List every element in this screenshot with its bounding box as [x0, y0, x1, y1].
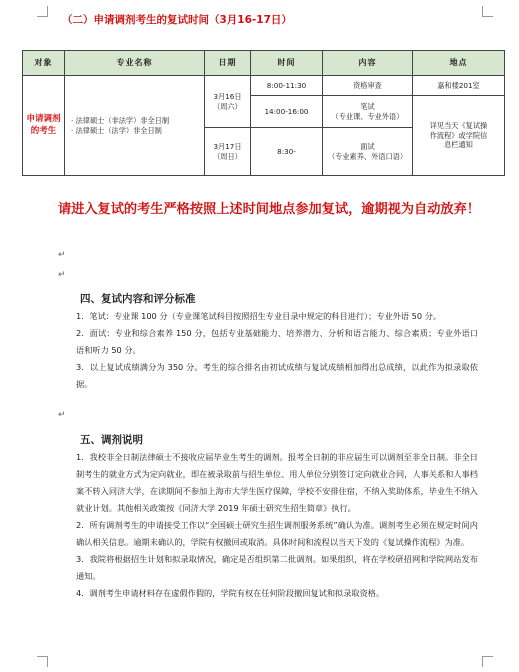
content-line: （专业素养、外语口语） [327, 151, 408, 161]
list-item: 3．我院将根据招生计划和拟录取情况，确定是否组织第二批调剂。如果组织，将在学校研招网和学院网站发布通知。 [76, 554, 478, 581]
content-cell: 资格审查 [323, 76, 413, 96]
venue-cell [413, 96, 505, 176]
list-item: 2．面试：专业和综合素养 150 分，包括专业基础能力、培养潜力、分析和语言能力、综合素质；专业外语口语和听力 50 分。 [76, 328, 478, 355]
table-row [23, 76, 505, 96]
page-corner-mark [482, 6, 493, 17]
table-header-row [23, 51, 505, 76]
paragraph-mark: ↵ [58, 410, 66, 420]
content-line: 笔试 [360, 101, 375, 111]
target-cell: 申请调剂的考生 [23, 76, 65, 176]
content-cell [323, 96, 413, 128]
venue-line: 作流程》或学院信 [429, 130, 488, 140]
section-title: （二）申请调剂考生的复试时间（3月16-17日） [62, 14, 292, 26]
list-item: 1．我校非全日制法律硕士不接收应届毕业生考生的调剂。报考全日制的非应届生可以调剂至非全日制。非全日制考生的就业方式为定向就业，即在被录取前与招生单位、用人单位分别签订定向就业合同，人事关系和人事档案不转入同济大学，在读期间不参加上海市大学生医疗保障，学校不安排住宿，不纳入奖助体系，毕业生不纳入就业计划。其他相关政策按《同济大学 2019 年硕士研究生招生简章》执行。 [76, 452, 478, 513]
venue-cell: 嘉和楼201室 [413, 76, 505, 96]
section-5-heading: 五、调剂说明 [80, 434, 143, 446]
list-item: 3．以上复试成绩满分为 350 分。考生的综合排名由初试成绩与复试成绩相加得出总成绩，以此作为拟录取依据。 [76, 362, 478, 389]
venue-line: 息栏通知 [444, 140, 473, 150]
deadline-notice: 请进入复试的考生严格按照上述时间地点参加复试，逾期视为自动放弃！ [58, 202, 480, 217]
header-cell: 对象 [23, 51, 65, 76]
schedule-table [22, 50, 505, 176]
paragraph-mark: ↵ [58, 270, 66, 280]
list-item: 4．调剂考生申请材料存在虚假作假的，学院有权在任何阶段撤回复试和拟录取资格。 [76, 588, 385, 598]
header-cell: 内容 [323, 51, 413, 76]
content-line: 面试 [360, 141, 375, 151]
content-cell [323, 128, 413, 176]
major-item: · 法律硕士（非法学）非全日制 [71, 115, 170, 125]
major-item: · 法律硕士（法学）非全日制 [71, 125, 162, 135]
date-weekday: （周六） [213, 101, 242, 111]
time-cell: 8:30- [251, 128, 323, 176]
date-line: 3月17日 [213, 141, 242, 151]
header-cell: 专业名称 [65, 51, 205, 76]
venue-line: 详见当天《复试操 [429, 120, 488, 130]
header-cell: 时间 [251, 51, 323, 76]
header-cell: 日期 [205, 51, 251, 76]
list-item: 1．笔试：专业课 100 分（专业课笔试科目按照招生专业目录中规定的科目进行）；专业外语 50 分。 [76, 311, 442, 321]
time-cell: 8:00-11:30 [251, 76, 323, 96]
date-line: 3月16日 [213, 91, 242, 101]
date-cell [205, 128, 251, 176]
header-cell: 地点 [413, 51, 505, 76]
time-cell: 14:00-16:00 [251, 96, 323, 128]
paragraph-mark: ↵ [58, 250, 66, 260]
section-4-body [58, 308, 478, 393]
majors-cell [65, 76, 205, 176]
section-4-heading: 四、复试内容和评分标准 [80, 293, 196, 305]
list-item: 2．所有调剂考生的申请接受工作以“全国硕士研究生招生调剂服务系统”确认为准。调剂考生必须在规定时间内确认相关信息。逾期未确认的，学院有权撤回或取消。具体时间和流程以当天下发的《复试操作流程》为准。 [76, 520, 478, 547]
content-line: （专业课、专业外语） [331, 111, 404, 121]
page-corner-mark [37, 6, 48, 17]
page-corner-mark [482, 656, 493, 667]
section-5-body [58, 449, 478, 602]
page-corner-mark [37, 656, 48, 667]
date-weekday: （周日） [213, 151, 242, 161]
date-cell [205, 76, 251, 128]
